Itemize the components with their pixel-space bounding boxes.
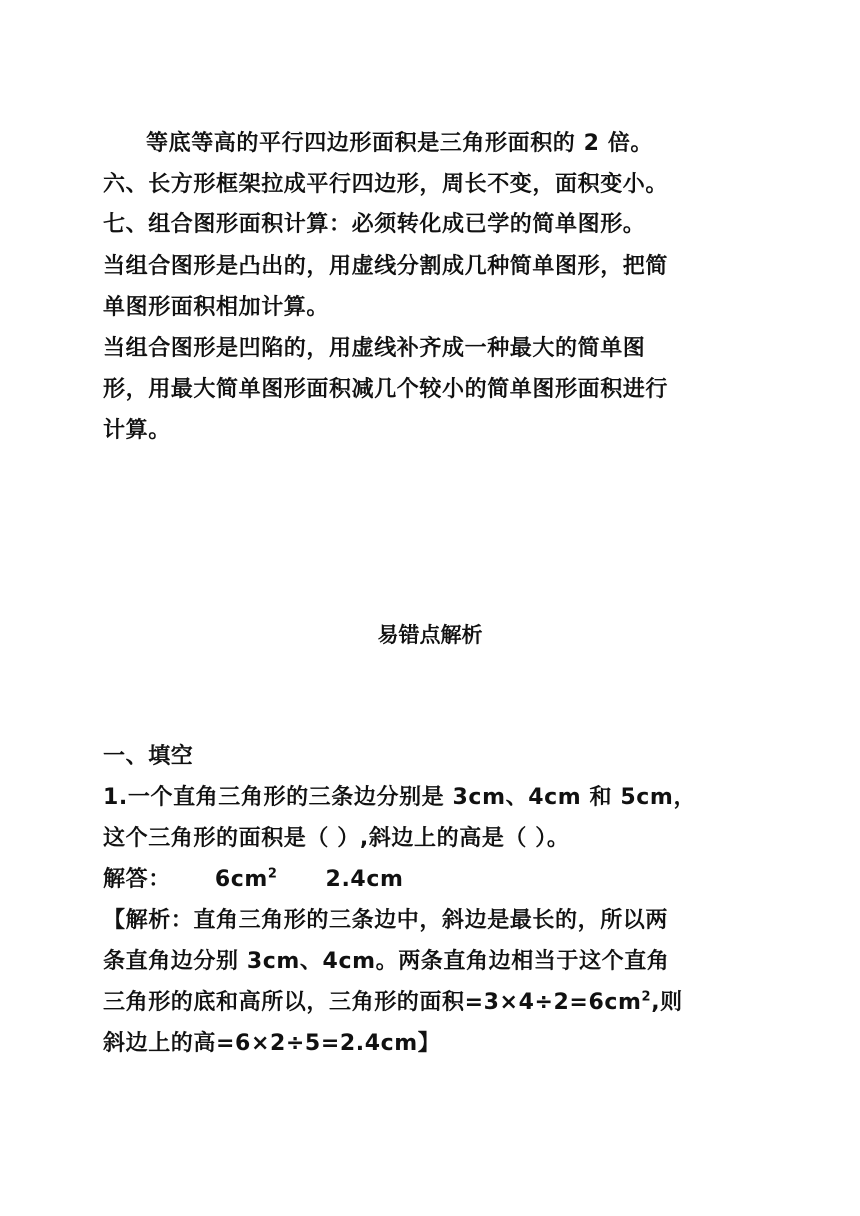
part-heading: 一、填空: [103, 744, 194, 769]
analysis-line-1: 【解析：直角三角形的三条边中，斜边是最长的，所以两: [103, 908, 669, 933]
analysis-superscript: 2: [641, 989, 652, 1005]
summary-line-2: 六、长方形框架拉成平行四边形，周长不变，面积变小。: [103, 172, 669, 197]
analysis-line-3: [103, 988, 763, 1018]
summary-line-7: 形，用最大简单图形面积减几个较小的简单图形面积进行: [103, 377, 669, 402]
analysis-line-3-tail: ,则: [651, 990, 683, 1015]
answer-area-superscript: 2: [267, 866, 278, 882]
summary-line-8: 计算。: [103, 418, 171, 443]
answer-height: 2.4cm: [325, 867, 404, 892]
summary-line-4: 当组合图形是凸出的，用虚线分割成几种简单图形，把简: [103, 254, 669, 279]
analysis-line-4: 斜边上的高=6×2÷5=2.4cm】: [103, 1031, 441, 1056]
question-1-line-1: 1.一个直角三角形的三条边分别是 3cm、4cm 和 5cm，: [103, 785, 697, 810]
summary-line-6: 当组合图形是凹陷的，用虚线补齐成一种最大的简单图: [103, 336, 646, 361]
summary-line-3: 七、组合图形面积计算：必须转化成已学的简单图形。: [103, 212, 646, 237]
section-title: 易错点解析: [377, 623, 483, 647]
summary-line-1: 等底等高的平行四边形面积是三角形面积的 2 倍。: [146, 131, 654, 156]
analysis-line-2: 条直角边分别 3cm、4cm。两条直角边相当于这个直角: [103, 949, 670, 974]
question-1-line-2: 这个三角形的面积是（ ）,斜边上的高是（ ）。: [103, 826, 570, 851]
summary-line-5: 单图形面积相加计算。: [103, 295, 330, 320]
answer-line: [103, 865, 763, 895]
answer-area: 6cm: [214, 867, 268, 892]
answer-label: 解答：: [103, 867, 171, 892]
analysis-line-3-text: 三角形的底和高所以，三角形的面积=3×4÷2=6cm: [103, 990, 642, 1015]
